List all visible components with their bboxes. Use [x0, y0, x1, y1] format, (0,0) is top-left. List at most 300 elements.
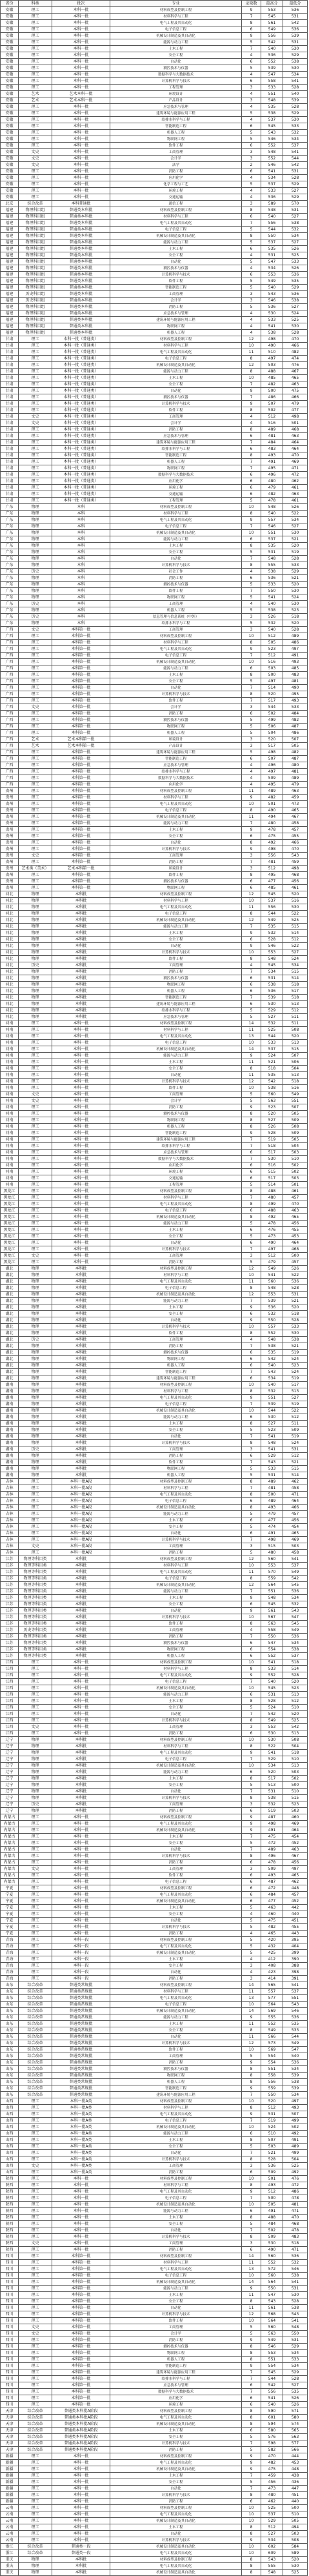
cell-max-score: 498 — [261, 749, 283, 756]
cell-batch: 本科批 — [52, 1634, 110, 1640]
table-row — [1, 1937, 308, 1943]
cell-subject-type: 理工 — [19, 1814, 52, 1821]
cell-batch: 普通类本科批 — [52, 239, 110, 246]
table-row — [1, 1576, 308, 1582]
cell-max-score: 482 — [261, 381, 283, 388]
cell-max-score: 509 — [261, 1866, 283, 1872]
cell-max-score: 539 — [261, 1401, 283, 1408]
cell-batch: 普通类本科批 — [52, 265, 110, 272]
cell-subject-type: 物理科目组 — [19, 246, 52, 252]
table-row — [1, 517, 308, 523]
cell-min-score: 461 — [283, 485, 308, 491]
cell-batch: 本科一批（普通类） — [52, 459, 110, 465]
cell-admitted-count: 5 — [242, 582, 261, 588]
cell-subject-type: 物理 — [19, 504, 52, 511]
cell-batch: 本科批 — [52, 1440, 110, 1446]
cell-max-score: 541 — [261, 2395, 283, 2402]
cell-major: 工商管理 — [110, 1091, 242, 1098]
cell-max-score: 480 — [261, 820, 283, 827]
cell-batch: 本科一批 — [52, 85, 110, 91]
cell-subject-type: 理工 — [19, 1666, 52, 1672]
cell-province: 四川 — [1, 2273, 19, 2279]
cell-max-score: 532 — [261, 1801, 283, 1808]
table-row — [1, 872, 308, 878]
table-row — [1, 452, 308, 459]
cell-province: 黑龙江 — [1, 1188, 19, 1195]
cell-province: 四川 — [1, 2357, 19, 2363]
table-row — [1, 149, 308, 156]
cell-min-score: 513 — [283, 1040, 308, 1046]
cell-max-score: 526 — [261, 614, 283, 620]
cell-admitted-count: 10 — [242, 1737, 261, 1743]
cell-admitted-count: 8 — [242, 2215, 261, 2221]
cell-subject-type: 物理 — [19, 995, 52, 1001]
table-row — [1, 2479, 308, 2486]
cell-max-score: 516 — [261, 420, 283, 427]
cell-subject-type: 理工 — [19, 801, 52, 807]
cell-major: 能源与动力工程 — [110, 536, 242, 543]
cell-batch: 本科批 — [52, 1427, 110, 1434]
table-row — [1, 2428, 308, 2434]
cell-province: 河北 — [1, 988, 19, 995]
table-row — [1, 1672, 308, 1679]
cell-batch: 本科一批 — [52, 1040, 110, 1046]
cell-admitted-count: 6 — [242, 1530, 261, 1537]
table-row — [1, 110, 308, 117]
cell-batch: 本科第一批 — [52, 820, 110, 827]
cell-province: 福建 — [1, 207, 19, 214]
cell-major: 机械设计制造及其自动化 — [110, 1505, 242, 1511]
table-row — [1, 2040, 308, 2047]
cell-admitted-count: 7 — [242, 459, 261, 465]
cell-min-score: 500 — [283, 2505, 308, 2511]
table-row — [1, 646, 308, 653]
cell-min-score: 469 — [283, 1537, 308, 1543]
cell-min-score: 534 — [283, 2092, 308, 2098]
cell-admitted-count: 5 — [242, 110, 261, 117]
cell-min-score: 538 — [283, 2305, 308, 2311]
cell-province: 黑龙江 — [1, 1208, 19, 1214]
cell-subject-type: 理工 — [19, 2505, 52, 2511]
table-row — [1, 743, 308, 749]
cell-min-score: 534 — [283, 2066, 308, 2073]
cell-min-score: 538 — [283, 1337, 308, 1343]
cell-admitted-count: 5 — [242, 1511, 261, 1517]
cell-province: 江西 — [1, 1672, 19, 1679]
cell-major: 材料成型及控制工程 — [110, 891, 242, 898]
cell-province: 黑龙江 — [1, 1221, 19, 1227]
cell-major: 消防工程 — [110, 1453, 242, 1459]
table-row — [1, 1214, 308, 1221]
cell-max-score: 552 — [261, 1330, 283, 1337]
table-row — [1, 2221, 308, 2227]
cell-major: 智能制造工程 — [110, 995, 242, 1001]
cell-min-score: 524 — [283, 594, 308, 601]
cell-admitted-count: 11 — [242, 2260, 261, 2266]
cell-batch: 本科一批A段 — [52, 1524, 110, 1530]
cell-province: 贵州 — [1, 859, 19, 866]
cell-min-score: 538 — [283, 298, 308, 304]
cell-max-score: 512 — [261, 2189, 283, 2195]
table-row — [1, 1647, 308, 1653]
cell-major: 机械设计制造及其自动化 — [110, 917, 242, 924]
cell-admitted-count: 6 — [242, 1692, 261, 1698]
cell-major: 机器人工程 — [110, 330, 242, 336]
cell-major: 土木工程 — [110, 827, 242, 833]
cell-province: 山西 — [1, 2131, 19, 2137]
table-row — [1, 26, 308, 33]
cell-major: 能源与动力工程 — [110, 2131, 242, 2137]
cell-province: 贵州 — [1, 846, 19, 853]
table-row — [1, 20, 308, 26]
cell-subject-type: 理工 — [19, 2292, 52, 2298]
table-row — [1, 491, 308, 498]
cell-min-score: 513 — [283, 1730, 308, 1737]
cell-subject-type: 综合改革 — [19, 2021, 52, 2027]
cell-max-score: 526 — [261, 1124, 283, 1130]
cell-batch: 普通类本科批 — [52, 310, 110, 317]
cell-max-score: 520 — [261, 1769, 283, 1776]
cell-batch: 艺术本科第一批 — [52, 866, 110, 872]
cell-max-score: 521 — [261, 2150, 283, 2156]
cell-subject-type: 理工 — [19, 2524, 52, 2531]
cell-batch: 本科一批（普通类） — [52, 472, 110, 478]
table-row — [1, 543, 308, 549]
cell-subject-type: 理工 — [19, 2098, 52, 2105]
cell-major: 工程管理 — [110, 1182, 242, 1188]
cell-min-score: 466 — [283, 343, 308, 349]
cell-max-score: 566 — [261, 2034, 283, 2040]
cell-batch: 本科一批 — [52, 1672, 110, 1679]
cell-min-score: 528 — [283, 2298, 308, 2305]
cell-max-score: 472 — [261, 1885, 283, 1892]
cell-subject-type: 物理科目组 — [19, 285, 52, 291]
table-row — [1, 2544, 308, 2550]
cell-province: 陕西 — [1, 2208, 19, 2215]
cell-min-score: 456 — [283, 1517, 308, 1524]
cell-admitted-count: 6 — [242, 536, 261, 543]
table-row — [1, 833, 308, 840]
cell-max-score: 565 — [261, 1982, 283, 1989]
cell-batch: 普通类一段 — [52, 2544, 110, 2550]
cell-major: 计算机科学与技术 — [110, 2040, 242, 2047]
table-row — [1, 2518, 308, 2524]
cell-batch: 本科一批（普通类） — [52, 465, 110, 472]
cell-major: 电气工程及其自动化 — [110, 1995, 242, 2002]
cell-admitted-count: 5 — [242, 2324, 261, 2331]
cell-max-score: 563 — [261, 2331, 283, 2337]
cell-subject-type: 历史科目组 — [19, 291, 52, 298]
table-row — [1, 220, 308, 227]
cell-subject-type: 综合改革 — [19, 2066, 52, 2073]
cell-province: 江西 — [1, 1724, 19, 1730]
cell-major: 自动化 — [110, 1847, 242, 1853]
cell-max-score: 560 — [261, 2273, 283, 2279]
cell-admitted-count: 12 — [242, 891, 261, 898]
cell-admitted-count: 9 — [242, 2363, 261, 2369]
cell-admitted-count: 4 — [242, 317, 261, 323]
cell-province: 山东 — [1, 2021, 19, 2027]
cell-admitted-count: 6 — [242, 478, 261, 485]
cell-batch: 普通类本科批 — [52, 246, 110, 252]
cell-major: 应用化学 — [110, 782, 242, 788]
table-row — [1, 1918, 308, 1924]
cell-province: 湖南 — [1, 1414, 19, 1421]
cell-admitted-count: 4 — [242, 775, 261, 782]
table-row — [1, 214, 308, 220]
cell-province: 山西 — [1, 2111, 19, 2118]
cell-batch: 本科一批 — [52, 2176, 110, 2182]
cell-batch: 本科第一批 — [52, 749, 110, 756]
cell-province: 江西 — [1, 1711, 19, 1718]
cell-batch: 本科一批 — [52, 1072, 110, 1079]
cell-subject-type: 物理 — [19, 575, 52, 582]
table-row — [1, 136, 308, 143]
cell-province: 福建 — [1, 227, 19, 233]
cell-min-score: 551 — [283, 1098, 308, 1104]
table-row — [1, 2098, 308, 2105]
cell-subject-type: 理工 — [19, 1956, 52, 1963]
cell-admitted-count: 5 — [242, 1008, 261, 1014]
cell-province: 安徽 — [1, 7, 19, 14]
cell-major: 工商管理 — [110, 853, 242, 859]
cell-max-score: 432 — [261, 1943, 283, 1950]
cell-batch: 本科 — [52, 549, 110, 556]
cell-batch: 普通类常规批 — [52, 2002, 110, 2008]
cell-major: 物联网工程 — [110, 465, 242, 472]
cell-batch: 本科一批 — [52, 2479, 110, 2486]
cell-max-score: 545 — [261, 891, 283, 898]
cell-subject-type: 理工 — [19, 407, 52, 414]
table-row — [1, 659, 308, 665]
cell-province: 甘肃 — [1, 440, 19, 446]
cell-min-score: 541 — [283, 2279, 308, 2286]
cell-province: 福建 — [1, 310, 19, 317]
cell-major: 机械设计制造及其自动化 — [110, 1582, 242, 1588]
cell-major: 电气工程及其自动化 — [110, 517, 242, 523]
cell-province: 重庆 — [1, 2557, 19, 2563]
cell-min-score: 527 — [283, 214, 308, 220]
cell-province: 四川 — [1, 2305, 19, 2311]
cell-batch: 本科批 — [52, 2563, 110, 2570]
cell-province: 安徽 — [1, 162, 19, 168]
cell-admitted-count: 11 — [242, 1569, 261, 1576]
cell-max-score: 475 — [261, 1918, 283, 1924]
cell-province: 广西 — [1, 756, 19, 762]
cell-subject-type: 物理科目组 — [19, 265, 52, 272]
cell-major: 能源与动力工程 — [110, 1053, 242, 1059]
table-row — [1, 330, 308, 336]
table-row — [1, 2337, 308, 2344]
cell-major: 建筑环境与能源应用工程 — [110, 2369, 242, 2376]
cell-major: 智能制造工程 — [110, 1369, 242, 1375]
cell-admitted-count: 9 — [242, 33, 261, 39]
table-row — [1, 1924, 308, 1931]
cell-province: 河南 — [1, 1104, 19, 1111]
cell-max-score: 499 — [261, 717, 283, 724]
cell-min-score: 514 — [283, 1666, 308, 1672]
cell-major: 土木工程 — [110, 2473, 242, 2479]
cell-subject-type: 物理科目组 — [19, 252, 52, 259]
cell-min-score: 584 — [283, 2544, 308, 2550]
table-row — [1, 2344, 308, 2350]
cell-major: 能源与动力工程 — [110, 924, 242, 930]
cell-subject-type: 理工 — [19, 1847, 52, 1853]
cell-subject-type: 物理 — [19, 1472, 52, 1479]
cell-major: 电气工程及其自动化 — [110, 2189, 242, 2195]
cell-major: 土木工程 — [110, 2137, 242, 2144]
cell-subject-type: 理工 — [19, 820, 52, 827]
cell-major: 环境工程 — [110, 188, 242, 194]
cell-admitted-count: 9 — [242, 1608, 261, 1614]
cell-admitted-count: 6 — [242, 2247, 261, 2253]
cell-min-score: 451 — [283, 1918, 308, 1924]
cell-batch: 本科一批 — [52, 1169, 110, 1175]
cell-admitted-count: 6 — [242, 472, 261, 478]
cell-batch: 本科批 — [52, 1434, 110, 1440]
cell-min-score: 479 — [283, 782, 308, 788]
cell-batch: 本科一批A段 — [52, 1517, 110, 1524]
cell-admitted-count: 8 — [242, 1718, 261, 1724]
header-province: 省份 — [1, 1, 19, 7]
cell-min-score: 507 — [283, 736, 308, 743]
cell-min-score: 528 — [283, 330, 308, 336]
cell-province: 四川 — [1, 2402, 19, 2408]
cell-province: 河北 — [1, 982, 19, 988]
cell-province: 河南 — [1, 1111, 19, 1117]
cell-min-score: 503 — [283, 1543, 308, 1550]
cell-province: 安徽 — [1, 65, 19, 72]
table-row — [1, 2144, 308, 2150]
cell-admitted-count: 7 — [242, 1679, 261, 1685]
cell-subject-type: 物理等科目类 — [19, 1608, 52, 1614]
cell-subject-type: 理工 — [19, 2369, 52, 2376]
cell-batch: 本科一批 — [52, 1834, 110, 1840]
cell-admitted-count: 8 — [242, 2066, 261, 2073]
cell-subject-type: 理工 — [19, 2473, 52, 2479]
cell-batch: 本科一批 — [52, 2505, 110, 2511]
cell-subject-type: 物理 — [19, 1776, 52, 1782]
cell-major: 安全工程 — [110, 1311, 242, 1317]
cell-max-score: 488 — [261, 1188, 283, 1195]
table-row — [1, 1401, 308, 1408]
cell-min-score: 570 — [283, 201, 308, 207]
cell-subject-type: 理工 — [19, 2492, 52, 2499]
cell-province: 广东 — [1, 575, 19, 582]
cell-major: 材料科学与工程 — [110, 1388, 242, 1395]
cell-major: 计算机科学与技术 — [110, 1795, 242, 1801]
cell-province: 广西 — [1, 685, 19, 691]
cell-admitted-count: 4 — [242, 420, 261, 427]
cell-admitted-count: 6 — [242, 1375, 261, 1382]
cell-max-score: 602 — [261, 2544, 283, 2550]
cell-max-score: 408 — [261, 1963, 283, 1969]
table-row — [1, 711, 308, 717]
cell-max-score: 548 — [261, 207, 283, 214]
table-row — [1, 472, 308, 478]
cell-batch: 本科一批 — [52, 1259, 110, 1266]
cell-province: 江苏 — [1, 1569, 19, 1576]
cell-major: 软件工程 — [110, 698, 242, 704]
cell-major: 软件工程 — [110, 1621, 242, 1627]
cell-admitted-count: 6 — [242, 1517, 261, 1524]
table-row — [1, 162, 308, 168]
cell-province: 河北 — [1, 975, 19, 982]
cell-batch: 本科 — [52, 530, 110, 536]
table-row — [1, 1375, 308, 1382]
cell-admitted-count: 7 — [242, 1459, 261, 1466]
cell-min-score: 539 — [283, 33, 308, 39]
cell-min-score: 481 — [283, 678, 308, 685]
cell-batch: 本科一批 — [52, 1847, 110, 1853]
cell-batch: 本科 — [52, 517, 110, 523]
cell-admitted-count: 6 — [242, 168, 261, 175]
cell-major: 工商管理 — [110, 149, 242, 156]
cell-min-score: 523 — [283, 1801, 308, 1808]
cell-max-score: 541 — [261, 1434, 283, 1440]
table-row — [1, 1711, 308, 1718]
cell-batch: 本科一批 — [52, 2208, 110, 2215]
cell-min-score: 512 — [283, 1698, 308, 1705]
cell-min-score: 486 — [283, 730, 308, 736]
cell-admitted-count: 5 — [242, 620, 261, 627]
cell-subject-type: 理工 — [19, 646, 52, 653]
cell-province: 安徽 — [1, 149, 19, 156]
cell-major: 计算机科学与技术 — [110, 562, 242, 569]
cell-province: 甘肃 — [1, 420, 19, 427]
cell-admitted-count: 9 — [242, 827, 261, 833]
cell-province: 天津 — [1, 2428, 19, 2434]
cell-major: 物联网工程 — [110, 1466, 242, 1472]
cell-subject-type: 物理 — [19, 588, 52, 594]
table-row — [1, 1827, 308, 1834]
cell-batch: 本科第一批 — [52, 801, 110, 807]
cell-subject-type: 综合改革 — [19, 201, 52, 207]
cell-province: 湖北 — [1, 1285, 19, 1292]
cell-admitted-count: 5 — [242, 1427, 261, 1434]
cell-max-score: 538 — [261, 1343, 283, 1350]
table-row — [1, 1130, 308, 1137]
cell-max-score: 534 — [261, 2537, 283, 2544]
cell-province: 宁夏 — [1, 1918, 19, 1924]
table-row — [1, 246, 308, 252]
cell-min-score: 518 — [283, 1659, 308, 1666]
cell-batch: 本科一批 — [52, 1898, 110, 1905]
cell-subject-type: 理工 — [19, 1705, 52, 1711]
cell-admitted-count: 8 — [242, 1421, 261, 1427]
cell-batch: 本科批 — [52, 1466, 110, 1472]
cell-major: 电子信息工程 — [110, 1285, 242, 1292]
cell-admitted-count: 7 — [242, 2195, 261, 2202]
cell-max-score: 520 — [261, 691, 283, 698]
cell-max-score: 528 — [261, 2156, 283, 2163]
cell-max-score: 530 — [261, 1730, 283, 1737]
cell-admitted-count: 5 — [242, 1014, 261, 1020]
cell-admitted-count: 3 — [242, 736, 261, 743]
cell-min-score: 521 — [283, 1298, 308, 1304]
cell-batch: 本科批 — [52, 1356, 110, 1363]
cell-subject-type: 物理 — [19, 543, 52, 549]
cell-major: 法学 — [110, 162, 242, 168]
cell-province: 甘肃 — [1, 356, 19, 362]
cell-batch: 本科批 — [52, 1266, 110, 1272]
cell-admitted-count: 6 — [242, 491, 261, 498]
cell-subject-type: 理工 — [19, 653, 52, 659]
cell-max-score: 517 — [261, 1175, 283, 1182]
cell-batch: 本科批 — [52, 1776, 110, 1782]
cell-subject-type: 理工 — [19, 1840, 52, 1847]
table-row — [1, 2085, 308, 2092]
